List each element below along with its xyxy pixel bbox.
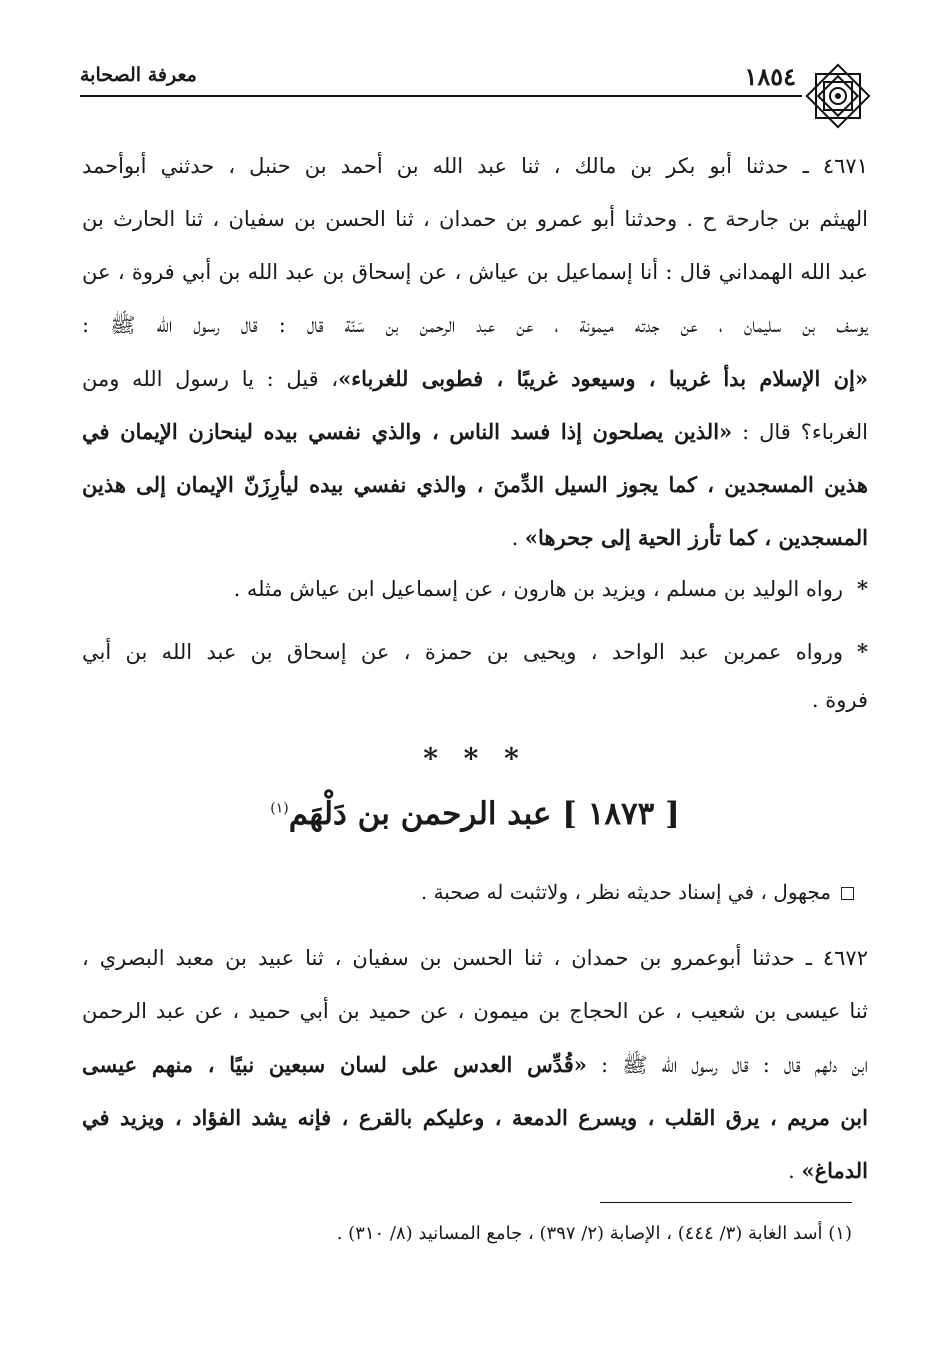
star-ornament-icon [802, 60, 874, 132]
book-title: معرفة الصحابة [80, 64, 197, 86]
hadith-text: ٤٦٧٢ ـ حدثنا أبوعمرو بن حمدان ، ثنا الحسن بن سفيان ، ثنا عبيد بن معبد البصري ، [82, 946, 868, 970]
hadith-text: الغرباء؟ قال : [732, 420, 868, 444]
text-line [82, 352, 868, 405]
text-line [82, 140, 868, 193]
hadith-text: ، قيل : يا رسول الله ومن [82, 367, 339, 391]
chain-notes [82, 562, 868, 722]
hadith-text: . [788, 1159, 802, 1183]
hadith-text: ٤٦٧١ ـ حدثنا أبو بكر بن مالك ، ثنا عبد الله بن أحمد بن حنبل ، حدثني أبوأحمد [82, 154, 868, 178]
hadith-text: . [511, 526, 525, 550]
note-line [82, 678, 868, 722]
hadith-matn: «الذين يصلحون إذا فسد الناس ، والذي نفسي بيده لينحازن الإيمان في [82, 419, 733, 444]
hadith-4672 [82, 932, 868, 1197]
text-line [82, 985, 868, 1038]
hadith-matn: «قُدِّس العدس على لسان سبعين نبيًا ، منهم عيسى [82, 1052, 587, 1077]
asterisk-icon: * [857, 639, 868, 664]
hadith-matn: المسجدين ، كما تأرز الحية إلى جحرها» [524, 525, 868, 550]
hadith-text: يوسف بن سليمان ، عن جدته ميمونة ، عن عبد الرحمن بن سَنّة قال : قال رسول الله ﷺ : [82, 313, 868, 337]
section-separator: * * * [423, 742, 527, 775]
asterisk-icon: * [857, 576, 868, 601]
hadith-4671 [82, 140, 868, 564]
hadith-matn: ابن مريم ، يرق القلب ، ويسرع الدمعة ، وعليكم بالقرع ، فإنه يشد الفؤاد ، ويزيد في [82, 1105, 868, 1130]
footnote: (١) أسد الغابة (٣/ ٤٤٤) ، الإصابة (٢/ ٣٩٧) ، جامع المسانيد (٨/ ٣١٠) . [336, 1223, 852, 1244]
page-header [80, 52, 870, 112]
text-line [82, 1144, 868, 1197]
text-line [82, 932, 868, 985]
footnote-mark: (١) [270, 800, 289, 817]
text-line [82, 1091, 868, 1144]
note-text: رواه الوليد بن مسلم ، ويزيد بن هارون ، عن إسماعيل ابن عياش مثله . [233, 577, 844, 601]
hadith-text: عبد الله الهمداني قال : أنا إسماعيل بن عياش ، عن إسحاق بن عبد الله بن أبي فروة ، عن [82, 260, 868, 284]
text-line [82, 193, 868, 246]
footnote-rule [600, 1202, 852, 1203]
text-line [82, 299, 868, 352]
hadith-text: الهيثم بن جارحة ح . وحدثنا أبو عمرو بن حمدان ، ثنا الحسن بن سفيان ، ثنا الحارث بن [82, 207, 868, 231]
hadith-matn: الدماغ» [801, 1158, 868, 1183]
text-line [82, 1038, 868, 1091]
entry-intro [82, 867, 854, 917]
header-rule [80, 95, 870, 97]
note-text: ورواه عمربن عبد الواحد ، ويحيى بن حمزة ، عن إسحاق بن عبد الله بن أبي [82, 640, 844, 664]
note-text: فروة . [811, 688, 868, 712]
entry-heading [0, 796, 950, 832]
entry-intro-text: مجهول ، في إسناد حديثه نظر ، ولاتثبت له صحبة . [420, 880, 831, 904]
text-line [82, 246, 868, 299]
hadith-matn: هذين المسجدين ، كما يجوز السيل الدِّمنَ ، والذي نفسي بيده ليأرِزَنّ الإيمان إلى هذين [82, 472, 868, 497]
page-number: ١٨٥٤ [744, 62, 796, 91]
note-line [82, 562, 868, 615]
hadith-text: ابن دلهم قال : قال رسول الله ﷺ : [586, 1053, 868, 1077]
square-bullet-icon [841, 887, 854, 900]
note-line [82, 625, 868, 678]
text-line [82, 511, 868, 564]
text-line [82, 458, 868, 511]
hadith-text: ثنا عيسى بن شعيب ، عن الحجاج بن ميمون ، عن حميد بن أبي حميد ، عن عبد الرحمن [82, 999, 868, 1023]
entry-title: [ ١٨٧٣ ] عبد الرحمن بن دَلْهَم [288, 796, 680, 832]
hadith-matn: «إن الإسلام بدأ غريبا ، وسيعود غريبًا ، فطوبى للغرباء» [338, 366, 868, 391]
text-line [82, 405, 868, 458]
